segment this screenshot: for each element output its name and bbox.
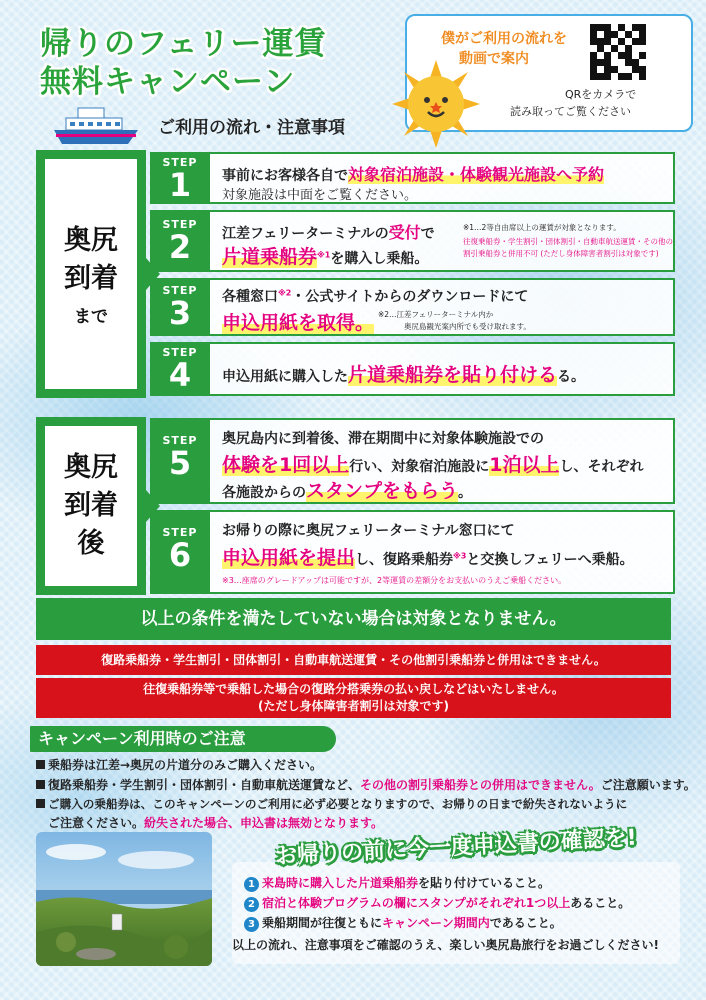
step-3-badge <box>150 278 210 336</box>
step-1-badge <box>150 152 210 204</box>
number-badge: 3 <box>244 917 259 932</box>
step-2-note1: ※1…2等自由席以上の運賃が対象となります。 <box>463 223 621 232</box>
step-5-line2: 体験を1回以上行い、対象宿泊施設に1泊以上し、それぞれ <box>222 454 644 476</box>
discount-warning-banner: 復路乗船券・学生割引・団体割引・自動車航送運賃・その他割引乗船券と併用はできません。 <box>36 645 671 675</box>
confirm-item-1: 1 来島時に購入した片道乗船券を貼り付けていること。 <box>244 874 550 892</box>
step-3-line2: 申込用紙を取得。 <box>222 312 375 334</box>
conditions-banner: 以上の条件を満たしていない場合は対象となりません。 <box>36 598 671 640</box>
qr-code[interactable] <box>590 24 646 80</box>
step-2-line2: 片道乗船券$^{※1}$を購入し乗船。 <box>222 246 429 268</box>
title-line1: 帰りのフェリー運賃 <box>40 26 327 62</box>
section-subtitle: ご利用の流れ・注意事項 <box>158 118 345 138</box>
ferry-icon <box>48 104 144 150</box>
step-4-line1: 申込用紙に購入した片道乗船券を貼り付けるる。 <box>222 364 586 386</box>
confirm-item-2: 2 宿泊と体験プログラムの欄にスタンプがそれぞれ1つ以上あること。 <box>244 894 630 912</box>
step-2-note3: 割引乗船券と併用不可 (ただし身体障害者割引は対象です) <box>463 249 659 258</box>
confirm-title: お帰りの前に今一度申込書の確認を! <box>274 825 638 870</box>
bullet-icon <box>36 760 45 769</box>
arrival-after-big-label: 奥尻 到着 後 <box>64 452 118 559</box>
caution-item-2: 復路乗船券・学生割引・団体割引・自動車航送運賃など、その他の割引乗船券との併用はできません。ご注意願います。 <box>36 776 696 793</box>
caution-item-3: ご購入の乗船券は、このキャンペーンのご利用に必ず必要となりますので、お帰りの日まで紛失されないように <box>36 796 627 812</box>
caution-title: キャンペーン利用時のご注意 <box>30 726 336 752</box>
bullet-icon <box>36 799 45 808</box>
arrival-before-big-label: 奥尻 到着 <box>64 224 118 294</box>
qr-read-text-line2: 読み取ってご覧ください <box>510 105 631 118</box>
step-2-note2: 往復乗船券・学生割引・団体割引・自動車航送運賃・その他の <box>463 237 673 246</box>
title-line2: 無料キャンペーン <box>40 64 296 100</box>
arrival-before-frame <box>36 150 146 398</box>
caution-item-3-cont: ご注意ください。紛失された場合、申込書は無効となります。 <box>48 816 384 830</box>
step-3-note2: 奥尻島観光案内所でも受け取れます。 <box>404 322 531 331</box>
step-2-badge <box>150 210 210 272</box>
step-2-line1: 江差フェリーターミナルの受付で <box>222 223 435 242</box>
step-6-badge <box>150 510 210 594</box>
number-badge: 2 <box>244 897 259 912</box>
step-number: 5 <box>168 444 192 482</box>
sun-mascot-icon <box>390 58 482 150</box>
number-badge: 1 <box>244 877 259 892</box>
step-label: STEP <box>162 156 198 169</box>
step-number: 3 <box>168 294 192 332</box>
step-6-line2: 申込用紙を提出し、復路乗船券$^{※3}$と交換しフェリーへ乗船。 <box>222 547 634 569</box>
step-1-line2: 対象施設は中面をご覧ください。 <box>222 188 418 203</box>
step-5-line1: 奥尻島内に到着後、滞在期間中に対象体験施設での <box>222 431 544 447</box>
bullet-icon <box>36 780 45 789</box>
okushiri-landscape-photo <box>36 832 212 966</box>
step-4-badge <box>150 342 210 396</box>
step-5-badge <box>150 418 210 504</box>
closing-message: 以上の流れ、注意事項をご確認のうえ、楽しい奥尻島旅行をお過ごしください! <box>232 938 659 952</box>
step-6-note: ※3…座席のグレードアップは可能ですが、2等運賃の差額分をお支払いのうえご乗船ください。 <box>222 576 567 585</box>
confirm-item-3: 3 乗船期間が往復ともにキャンペーン期間内であること。 <box>244 914 562 932</box>
step-5-line3: 各施設からのスタンプをもらう。 <box>222 480 473 502</box>
caution-item-1: 乗船券は江差→奥尻の片道分のみご購入ください。 <box>36 756 322 773</box>
refund-warning-line2: (ただし身体障害者割引は対象です) <box>258 699 449 713</box>
step-3-note1: ※2…江差フェリーターミナル内か <box>378 310 494 319</box>
qr-video-text-line2: 動画で案内 <box>459 51 529 67</box>
step-number: 4 <box>168 356 192 394</box>
step-label: STEP <box>162 434 198 447</box>
qr-read-text-line1: QRをカメラで <box>565 88 637 101</box>
step-number: 2 <box>168 228 192 266</box>
step-6-line1: お帰りの際に奥尻フェリーターミナル窓口にて <box>222 523 515 539</box>
step-number: 1 <box>168 166 192 204</box>
step-label: STEP <box>162 218 198 231</box>
refund-warning-banner <box>36 678 671 718</box>
step-label: STEP <box>162 284 198 297</box>
step-3-line1: 各種窓口$^{※2}$・公式サイトからのダウンロードにて <box>222 288 529 305</box>
step-label: STEP <box>162 526 198 539</box>
step-1-line1: 事前にお客様各自で対象宿泊施設・体験観光施設へ予約 <box>222 165 605 184</box>
refund-warning-line1: 往復乗船券等で乗船した場合の復路分搭乗券の払い戻しなどはいたしません。 <box>143 682 564 696</box>
qr-video-text-line1: 僕がご利用の流れを <box>441 31 567 47</box>
step-label: STEP <box>162 346 198 359</box>
arrival-after-frame <box>36 417 146 595</box>
arrival-before-small-label: まで <box>74 306 108 327</box>
step-number: 6 <box>168 536 192 574</box>
